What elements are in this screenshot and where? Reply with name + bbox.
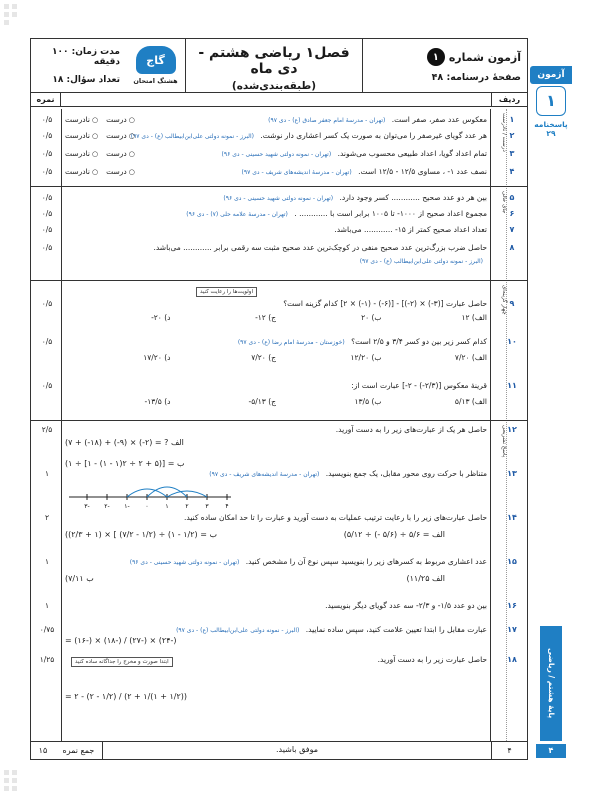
exam-sheet [30, 38, 528, 760]
section-fill-blank [31, 187, 527, 281]
total-score-value: ۱۵ [38, 746, 48, 755]
question-score: ۰/۵ [41, 381, 53, 390]
choice-a[interactable]: الف) ۷/۲۰ [454, 353, 487, 362]
question-text: نصف عدد ۱- ، مساوی ۱۲/۵ - ۱۲/۵ است. [358, 167, 487, 176]
q14-part-b: (ب = (۱/۲ - ۱) ÷ (۱/۲ - ۷/۲) ] × (۱ + ۲/۳) [65, 530, 217, 539]
question-text: حاصل هر یک از عبارت‌های زیر را به دست آورید. [335, 425, 487, 434]
q12-part-b: (ب = [(۵ + ۲ ÷ ۲(۱ - ۱) - ۱] ÷ ۱ [65, 459, 185, 468]
q17-expression: = (۱۶-) × (۱۸-) / (۲۷-) × (۲۴-) [65, 636, 177, 645]
question-score: ۲/۵ [41, 425, 53, 434]
score-header: نمره [31, 93, 61, 106]
logo-text: هشتگ امتحان [133, 77, 178, 85]
question-number: ۴ [509, 167, 515, 176]
question-3 [41, 149, 515, 160]
exam-subtitle: (طبقه‌بندی‌شده) [231, 80, 317, 92]
footer-page-number: ۴ [491, 742, 527, 759]
question-text: بین هر دو عدد صحیح ............ کسر وجود دارد. [339, 193, 487, 202]
answer-key-page: ۲۹ [546, 129, 556, 138]
logo-block [126, 39, 186, 92]
number-line-label: ۰ [145, 503, 149, 509]
tip-stamp: ابتدا صورت و مخرج را جداگانه ساده کنید [71, 657, 173, 667]
q15-part-a: (الف ۱۱/۲۵ [406, 574, 445, 583]
question-number: ۱۵ [507, 557, 517, 566]
option-true[interactable]: ○ درست [106, 149, 135, 159]
exam-header [31, 39, 527, 93]
number-line-label: -۳ [84, 503, 90, 509]
question-score: ۱ [44, 469, 50, 478]
question-16 [44, 601, 517, 623]
question-number: ۶ [509, 209, 515, 218]
question-number: ۱۸ [507, 655, 517, 664]
question-source: (تهران - مدرسهٔ امام جعفر صادق (ع) - دی ۹۷) [268, 117, 386, 124]
question-score: ۰/۵ [41, 299, 53, 308]
question-text: عبارت مقابل را ابتدا تعیین علامت کنید، سپس ساده نمایید. [305, 625, 487, 634]
footer-message: موفق باشید. [276, 745, 318, 754]
question-11 [41, 381, 517, 417]
choice-d[interactable]: د) ۱۷/۲۰ [143, 353, 171, 362]
exam-meta [31, 39, 126, 92]
total-score-label: جمع نمره [62, 746, 95, 755]
option-false[interactable]: ○ نادرست [65, 167, 98, 177]
tf-options [65, 131, 135, 141]
q15-expressions [65, 573, 445, 584]
question-score: ۰/۵ [41, 115, 53, 124]
exam-number-badge: ۱ [427, 48, 445, 66]
question-score: ۰/۵ [41, 149, 53, 158]
title-block [186, 39, 362, 92]
question-score: ۱ [44, 601, 50, 610]
choice-a[interactable]: الف) ۵/۱۳ [454, 397, 487, 406]
section-label: چهار گزینه‌ای [501, 285, 507, 315]
question-2 [41, 131, 515, 142]
q12-part-a: (الف ? = (۲-) × (۹-) + (۱۸-) + ۷ [65, 438, 184, 447]
question-source: (البرز - نمونه دولتی علی‌ابن‌ابیطالب (ع) - دی ۹۷) [359, 258, 483, 265]
q14-expressions [65, 529, 445, 540]
question-5 [41, 193, 515, 204]
answer-key-ref [530, 120, 572, 138]
column-headers [31, 93, 527, 107]
q18-expression: = ۲ - (۲ - ۱/۲) / (۲ + ۱/(۱ + ۱/۲)) [65, 692, 188, 701]
question-source: (تهران - نمونه دولتی شهید حسینی - دی ۹۶) [221, 151, 332, 158]
number-line-label: ۴ [225, 503, 229, 509]
question-score: ۰/۷۵ [39, 625, 55, 634]
choice-b[interactable]: ب) ۱۲/۲۰ [350, 353, 382, 362]
section-true-false [31, 109, 527, 187]
question-4 [41, 167, 515, 178]
option-false[interactable]: ○ نادرست [65, 131, 98, 141]
exam-footer [31, 741, 527, 759]
choice-b[interactable]: ب) ۱۳/۵ [354, 397, 382, 406]
choice-a[interactable]: الف) ۱۲ [461, 313, 487, 322]
question-number: ۱۲ [507, 425, 517, 434]
tab-number: ۱ [536, 86, 566, 116]
question-score: ۰/۵ [41, 131, 53, 140]
question-sections [31, 109, 527, 741]
question-number: ۱۱ [507, 381, 517, 390]
option-false[interactable]: ○ نادرست [65, 149, 98, 159]
choice-c[interactable]: ج) ۵/۱۳- [248, 397, 276, 406]
grade-subject-bar: پایهٔ هشتم / ریاضی [540, 626, 562, 741]
question-10 [41, 337, 517, 373]
question-text: متناظر با حرکت روی محور مقابل، یک جمع بنویسید. [325, 469, 487, 478]
question-text: بین دو عدد ۱/۵- و ۲/۳- سه عدد گویای دیگر بنویسید. [325, 601, 487, 610]
number-line-label: ۲ [185, 503, 189, 509]
textbook-page: صفحهٔ درسنامه: ۴۸ [431, 72, 521, 83]
answer-key-label: پاسخنامه [534, 120, 568, 129]
question-score: ۰/۵ [41, 337, 53, 346]
number-line-label: ۳ [205, 503, 209, 509]
question-text: قرینهٔ معکوس [(۲/۳-) - ۲-] عبارت است از: [351, 381, 487, 390]
number-line-label: ۱ [165, 503, 169, 509]
option-true[interactable]: ○ درست [106, 131, 135, 141]
question-number: ۳ [509, 149, 515, 158]
question-text: معکوس عدد صفر، صفر است. [391, 115, 487, 124]
choice-options [65, 353, 487, 363]
question-number: ۸ [509, 243, 515, 252]
question-text: تعداد اعداد صحیح کمتر از ۱۵- ............ می‌باشد. [334, 225, 487, 234]
gaj-logo-icon: گاج [136, 46, 176, 74]
choice-options [65, 397, 487, 407]
question-number: ۲ [509, 131, 515, 140]
decorative-squares [0, 0, 20, 800]
duration: مدت زمان: ۱۰۰ دقیقه [52, 46, 120, 67]
question-6 [41, 209, 515, 220]
choice-options [65, 313, 487, 323]
question-score: ۰/۵ [41, 209, 53, 218]
question-7 [41, 225, 515, 235]
choice-c[interactable]: ج) ۱۲- [255, 313, 276, 322]
exam-title: فصل۱ ریاضی هشتم - دی ماه [198, 45, 350, 77]
question-source: (تهران - مدرسهٔ علامه حلی (۷) - دی ۹۶) [186, 211, 288, 218]
tf-options [65, 115, 135, 125]
question-score: ۰/۵ [41, 243, 53, 252]
exam-label: آزمون شماره [448, 50, 521, 64]
choice-d[interactable]: د) ۱۳/۵- [144, 397, 171, 406]
question-source: (تهران - نمونه دولتی شهید حسینی - دی ۹۶) [223, 195, 334, 202]
section-label: پاسخ تشریحی [501, 425, 507, 458]
question-text: عدد اعشاری مربوط به کسرهای زیر را بنویسید سپس نوع آن را مشخص کنید. [245, 557, 487, 566]
section-label: درست / نادرست [501, 113, 507, 152]
question-score: ۱/۲۵ [39, 655, 55, 664]
question-number: ۵ [509, 193, 515, 202]
question-text: حاصل عبارت‌های زیر را با رعایت ترتیب عملیات به دست آورید و عبارت را تا حد امکان ساده کنید. [183, 513, 487, 522]
exam-info [362, 39, 527, 92]
question-score: ۱ [44, 557, 50, 566]
question-number: ۱ [509, 115, 515, 124]
page-number: ۴ [536, 744, 566, 758]
question-source: (البرز - نمونه دولتی علی‌ابن‌ابیطالب (ع) - دی ۹۷) [130, 133, 255, 140]
option-false[interactable]: ○ نادرست [65, 115, 98, 125]
section-descriptive [31, 421, 527, 743]
tf-options [65, 149, 135, 159]
question-source: (البرز - نمونه دولتی علی‌ابن‌ابیطالب (ع) - دی ۹۷) [176, 627, 300, 634]
radif-header: ردیف [491, 93, 527, 106]
section-label: جای خالی [501, 191, 507, 214]
question-source: (خوزستان - مدرسهٔ امام رضا (ع) - دی ۹۷) [237, 339, 345, 346]
question-count: تعداد سؤال: ۱۸ [52, 74, 120, 85]
question-number: ۱۳ [507, 469, 517, 478]
side-tab [530, 66, 570, 766]
question-source: (تهران - مدرسهٔ اندیشه‌های شریف - دی ۹۷) [209, 471, 320, 478]
option-true[interactable]: ○ درست [106, 115, 135, 125]
tip-stamp: اولویت‌ها را رعایت کنید [196, 287, 257, 297]
question-number: ۱۶ [507, 601, 517, 610]
option-true[interactable]: ○ درست [106, 167, 135, 177]
question-1 [41, 115, 515, 126]
section-multiple-choice [31, 281, 527, 421]
question-source: (تهران - نمونه دولتی شهید حسینی - دی ۹۶) [129, 559, 240, 566]
question-text: مجموع اعداد صحیح از ۱۰۰۰- تا ۱۰۰۵ برابر است با ............ . [294, 209, 487, 218]
number-line-label: -۲ [104, 503, 110, 509]
question-number: ۱۷ [507, 625, 517, 634]
tab-title: آزمون [530, 66, 572, 84]
question-text: حاصل عبارت زیر را به دست آورید. [377, 655, 487, 664]
q15-part-b: (ب ۷/۱۱ [65, 574, 94, 583]
q12-expressions [65, 437, 184, 469]
question-text: حاصل ضرب بزرگ‌ترین عدد صحیح منفی در کوچک‌ترین عدد صحیح مثبت سه رقمی برابر ............ می‌باشد. [153, 243, 487, 252]
number-line-label: -۱ [124, 503, 130, 509]
question-source: (تهران - مدرسهٔ اندیشه‌های شریف - دی ۹۷) [241, 169, 352, 176]
question-text: تمام اعداد گویا، اعداد طبیعی محسوب می‌شوند. [337, 149, 487, 158]
total-score [31, 742, 103, 759]
choice-c[interactable]: ج) ۷/۲۰ [251, 353, 276, 362]
number-line [65, 479, 235, 509]
question-number: ۱۰ [507, 337, 517, 346]
question-score: ۰/۵ [41, 225, 53, 234]
question-text: حاصل عبارت [(۳-) × (۲-)] - [(۶-) - (۱-) × ۲] کدام گزینه است؟ [283, 299, 487, 308]
question-score: ۲ [44, 513, 50, 522]
question-score: ۰/۵ [41, 167, 53, 176]
question-text: کدام کسر زیر بین دو کسر ۳/۴ و ۲/۵ است؟ [351, 337, 487, 346]
choice-d[interactable]: د) ۲۰- [151, 313, 171, 322]
choice-b[interactable]: ب) ۲۰ [361, 313, 382, 322]
q14-part-a: (الف = ۵/۶ ÷ (۵/۶ -) ÷ ۵/۱۲ [343, 530, 445, 539]
question-score: ۰/۵ [41, 193, 53, 202]
question-number: ۷ [509, 225, 515, 234]
question-number: ۱۴ [507, 513, 517, 522]
question-8 [41, 243, 515, 267]
question-number: ۹ [509, 299, 515, 308]
question-text: هر عدد گویای غیرصفر را می‌توان به صورت یک کسر اعشاری دار نوشت. [260, 131, 487, 140]
tf-options [65, 167, 135, 177]
